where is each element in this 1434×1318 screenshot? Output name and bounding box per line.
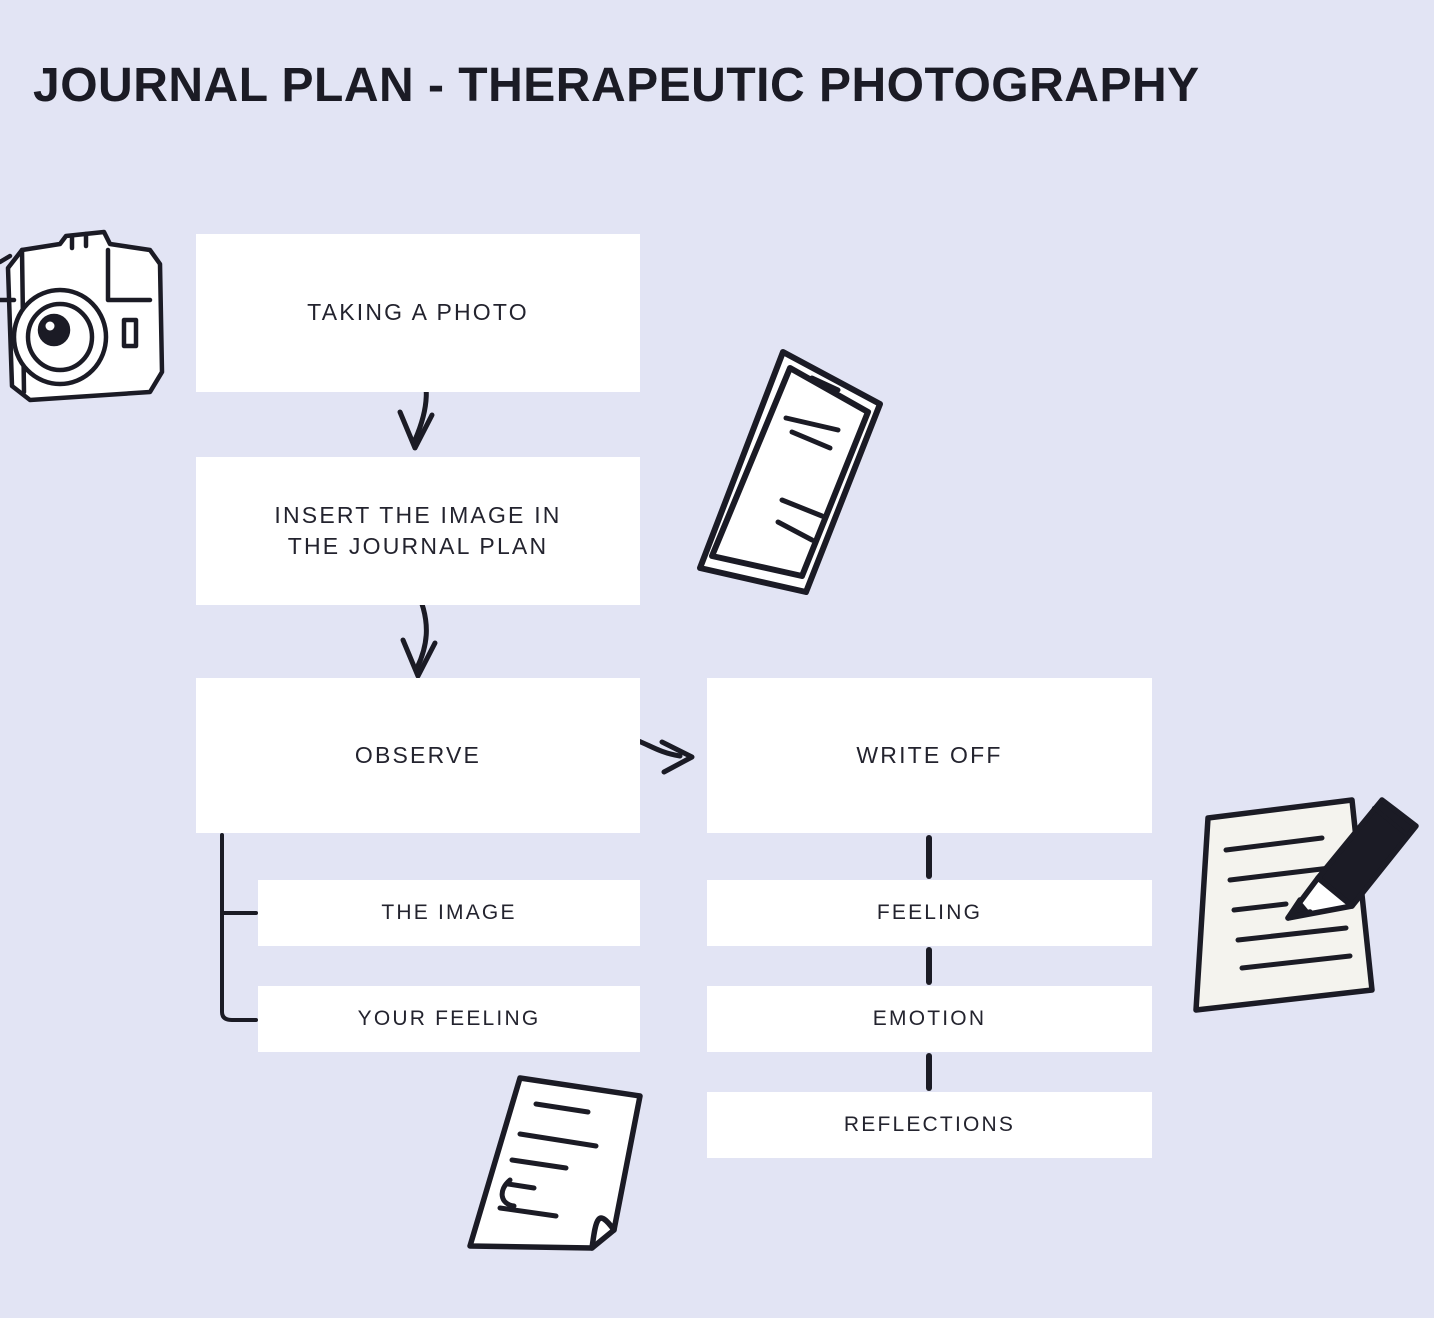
camera-illustration <box>0 232 162 400</box>
node-insert-image-line1: INSERT THE IMAGE IN <box>274 501 562 528</box>
node-emotion[interactable]: EMOTION <box>707 986 1152 1052</box>
note-with-pencil-illustration <box>1196 800 1416 1010</box>
node-write-off[interactable]: WRITE OFF <box>707 678 1152 833</box>
node-your-feeling[interactable]: YOUR FEELING <box>258 986 640 1052</box>
node-feeling[interactable]: FEELING <box>707 880 1152 946</box>
node-the-image[interactable]: THE IMAGE <box>258 880 640 946</box>
paper-note-illustration <box>470 1078 640 1248</box>
node-observe[interactable]: OBSERVE <box>196 678 640 833</box>
edge-observe-bracket <box>222 835 256 1020</box>
smartphone-illustration <box>700 352 880 592</box>
page-title: JOURNAL PLAN - THERAPEUTIC PHOTOGRAPHY <box>33 59 1200 112</box>
node-insert-image[interactable] <box>196 457 640 605</box>
node-reflections[interactable]: REFLECTIONS <box>707 1092 1152 1158</box>
node-insert-image-line2: THE JOURNAL PLAN <box>287 533 549 559</box>
node-taking-photo[interactable]: TAKING A PHOTO <box>196 234 640 392</box>
